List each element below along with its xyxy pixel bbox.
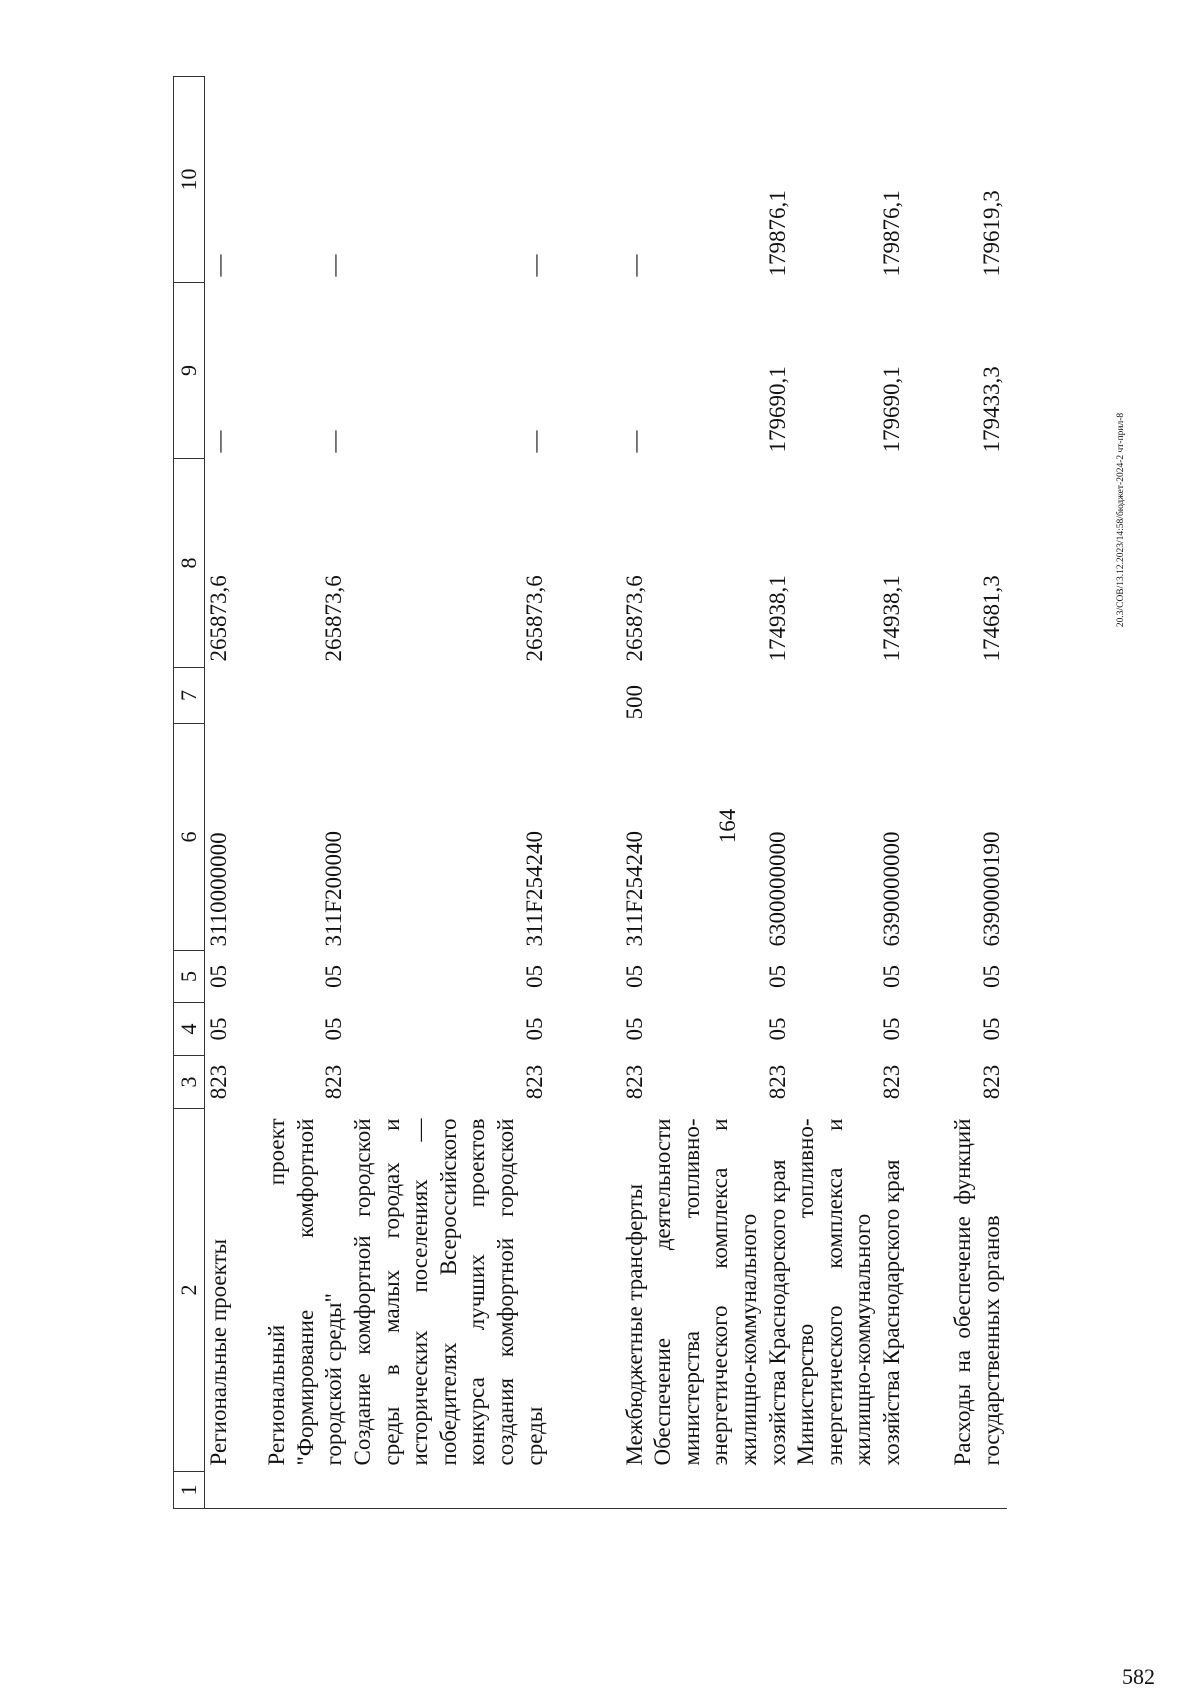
section-code: 05 [621, 1017, 647, 1041]
subsection-code: 05 [206, 965, 231, 988]
row-number [907, 1472, 1007, 1509]
target-article-code: 6300000000 [764, 831, 790, 947]
table-row [349, 77, 549, 1509]
amount-year-3: — [321, 254, 347, 277]
ministry-code: 823 [621, 1064, 647, 1100]
amount-year-1: 265873,6 [321, 575, 347, 662]
section-code: 05 [321, 1017, 347, 1041]
column-header: 10 [174, 77, 205, 283]
budget-table [173, 76, 1007, 1509]
column-header: 9 [174, 283, 205, 459]
rotated-table-stage [173, 77, 1073, 1509]
expense-type-code [649, 668, 792, 724]
table-row [549, 77, 649, 1509]
amount-year-3: 179876,1 [764, 190, 790, 277]
page-number: 164 [715, 808, 740, 844]
amount-year-3: — [621, 254, 647, 277]
row-name: Межбюджетные трансферты [621, 1183, 647, 1466]
amount-year-2: — [621, 430, 647, 453]
table-row [205, 77, 250, 1509]
section-code: 05 [521, 1017, 547, 1041]
table-row [649, 77, 792, 1509]
subsection-code: 05 [764, 965, 790, 988]
amount-year-3: 179876,1 [878, 190, 904, 277]
row-name: Региональный проект "Формирование комфортной городской среды" [264, 1118, 347, 1466]
ministry-code: 823 [978, 1064, 1004, 1100]
amount-year-2: 179433,3 [978, 366, 1004, 453]
section-code: 05 [978, 1017, 1004, 1041]
amount-year-1: 174938,1 [764, 575, 790, 662]
target-article-code: 6390000190 [978, 831, 1004, 947]
ministry-code: 823 [878, 1064, 904, 1100]
amount-year-2: — [206, 430, 231, 453]
subsection-code: 05 [978, 965, 1004, 988]
expense-type-code [249, 668, 349, 724]
column-header: 6 [174, 724, 205, 951]
amount-year-2: — [321, 430, 347, 453]
target-article-code: 311F200000 [321, 831, 347, 947]
ministry-code: 823 [764, 1064, 790, 1100]
table-row [792, 77, 906, 1509]
row-number [349, 1472, 549, 1509]
row-name: Создание комфортной городской среды в малых городах и исторических поселениях — победителях Всероссийского конкурса лучших проектов создания комфортной городской среды [350, 1118, 547, 1466]
ministry-code: 823 [321, 1064, 347, 1100]
amount-year-3: 179619,3 [978, 190, 1004, 277]
column-header: 2 [174, 1109, 205, 1472]
row-number [792, 1472, 906, 1509]
amount-year-2: 179690,1 [764, 366, 790, 453]
amount-year-3: — [206, 254, 231, 277]
amount-year-1: 265873,6 [521, 575, 547, 662]
expense-type-code [205, 668, 250, 724]
expense-type-code: 500 [621, 685, 647, 720]
target-article-code: 3110000000 [206, 832, 231, 947]
subsection-code: 05 [878, 965, 904, 988]
row-name: Региональные проекты [206, 1238, 231, 1466]
amount-year-3: — [521, 254, 547, 277]
column-header: 4 [174, 1003, 205, 1056]
amount-year-2: 179690,1 [878, 366, 904, 453]
column-header: 7 [174, 668, 205, 724]
row-name: Обеспечение деятельности министерства топливно-энергетического комплекса и жилищно-коммунального хозяйства Краснодарского края [650, 1118, 790, 1466]
header-row [174, 77, 205, 1509]
row-number [649, 1472, 792, 1509]
column-header: 1 [174, 1472, 205, 1509]
row-name: Министерство топливно-энергетического комплекса и жилищно-коммунального хозяйства Краснодарского края [793, 1118, 904, 1466]
amount-year-2: — [521, 430, 547, 453]
column-header: 8 [174, 459, 205, 668]
subsection-code: 05 [621, 965, 647, 988]
section-code: 05 [878, 1017, 904, 1041]
target-article-code: 311F254240 [521, 831, 547, 947]
section-code: 05 [764, 1017, 790, 1041]
expense-type-code [907, 668, 1007, 724]
table-row [249, 77, 349, 1509]
row-number [549, 1472, 649, 1509]
sheet-number: 582 [1122, 1664, 1155, 1689]
subsection-code: 05 [321, 965, 347, 988]
subsection-code: 05 [521, 965, 547, 988]
amount-year-1: 265873,6 [206, 575, 231, 662]
row-number [205, 1472, 250, 1509]
amount-year-1: 265873,6 [621, 575, 647, 662]
amount-year-1: 174681,3 [978, 575, 1004, 662]
row-number [249, 1472, 349, 1509]
table-row [907, 77, 1007, 1509]
expense-type-code [792, 668, 906, 724]
expense-type-code [349, 668, 549, 724]
column-header: 5 [174, 951, 205, 1003]
section-code: 05 [206, 1017, 231, 1041]
target-article-code: 311F254240 [621, 831, 647, 947]
document-code: 20.3/СОВ/13.12.2023/14:58/бюджет-2024-2 чт-прил-8 [1116, 412, 1126, 628]
amount-year-1: 174938,1 [878, 575, 904, 662]
ministry-code: 823 [206, 1064, 231, 1100]
target-article-code: 6390000000 [878, 831, 904, 947]
column-header: 3 [174, 1056, 205, 1109]
row-name: Расходы на обеспечение функций государственных органов [950, 1118, 1004, 1466]
ministry-code: 823 [521, 1064, 547, 1100]
